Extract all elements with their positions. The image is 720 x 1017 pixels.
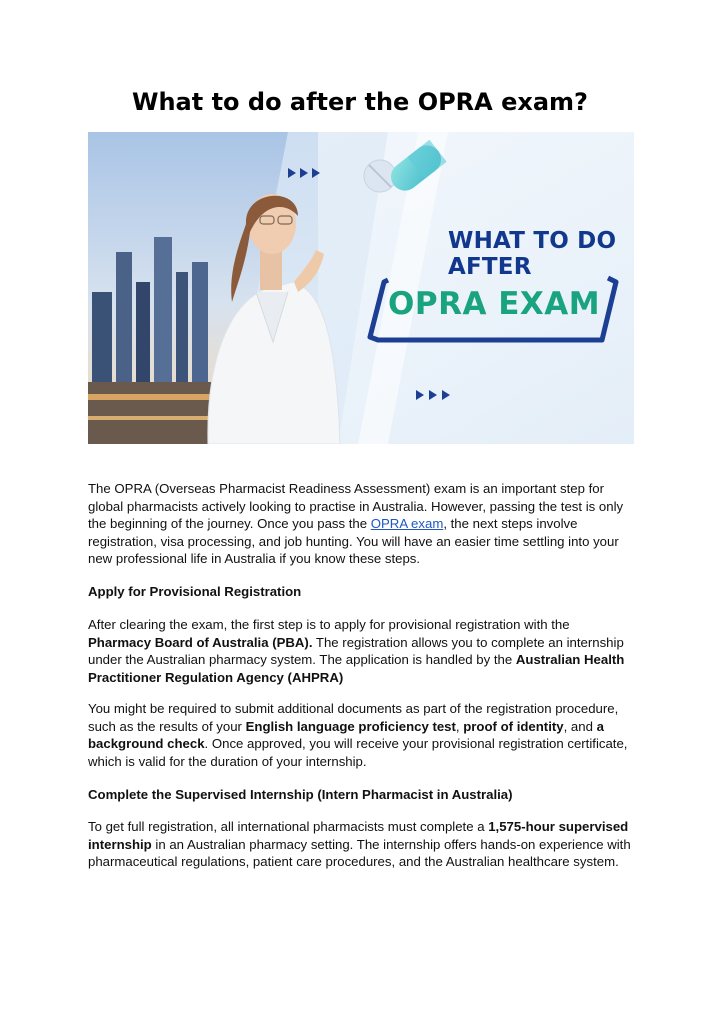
opra-exam-link[interactable]: OPRA exam xyxy=(370,516,444,532)
text: , and xyxy=(563,718,597,734)
hero-headline-line2: OPRA EXAM xyxy=(388,286,601,322)
bold-text: English language proficiency test xyxy=(245,718,456,734)
text: You might be required to submit additional documents as part of the registration procedure, such as the results of your xyxy=(88,701,619,734)
text: in an Australian pharmacy setting. The internship offers hands-on experience with pharmaceutical regulations, patient care procedures, and the Australian healthcare system. xyxy=(88,836,631,870)
text: . Once approved, you will receive your provisional registration certificate, which is valid for the duration of your internship. xyxy=(88,736,628,769)
bold-text: Australian Health Practitioner Regulation Agency (AHPRA) xyxy=(88,652,625,685)
bold-text: a background check xyxy=(88,718,604,752)
hero-banner-image xyxy=(88,132,634,444)
bold-text: proof of identity xyxy=(463,718,564,734)
registration-paragraph-1 xyxy=(88,616,636,686)
registration-paragraph-2 xyxy=(88,700,636,770)
bold-text: Pharmacy Board of Australia (PBA). xyxy=(88,634,313,650)
intro-text-1: The OPRA (Overseas Pharmacist Readiness Assessment) exam is an important step for global pharmacists actively looking to practise in Australia. However, passing the test is only the beginning of the journey. Once you pass the xyxy=(88,481,624,532)
text: After clearing the exam, the first step is to apply for provisional registration with the xyxy=(88,617,570,632)
text: To get full registration, all international pharmacists must complete a xyxy=(88,819,489,834)
intro-paragraph xyxy=(88,480,636,568)
bold-text: 1,575-hour supervised internship xyxy=(88,819,629,852)
page-title: What to do after the OPRA exam? xyxy=(132,88,588,116)
text: The registration allows you to complete an internship under the Australian pharmacy system. The application is handled by the xyxy=(88,634,624,668)
text: , xyxy=(455,718,464,734)
internship-paragraph xyxy=(88,818,636,871)
hero-headline-line1: WHAT TO DO AFTER xyxy=(448,228,617,280)
intro-text-2: , the next steps involve registration, visa processing, and job hunting. You will have an easier time settling into your new professional life in Australia if you know these steps. xyxy=(88,516,619,567)
section-heading-provisional-registration: Apply for Provisional Registration xyxy=(88,584,302,599)
section-heading-supervised-internship: Complete the Supervised Internship (Intern Pharmacist in Australia) xyxy=(88,787,513,802)
